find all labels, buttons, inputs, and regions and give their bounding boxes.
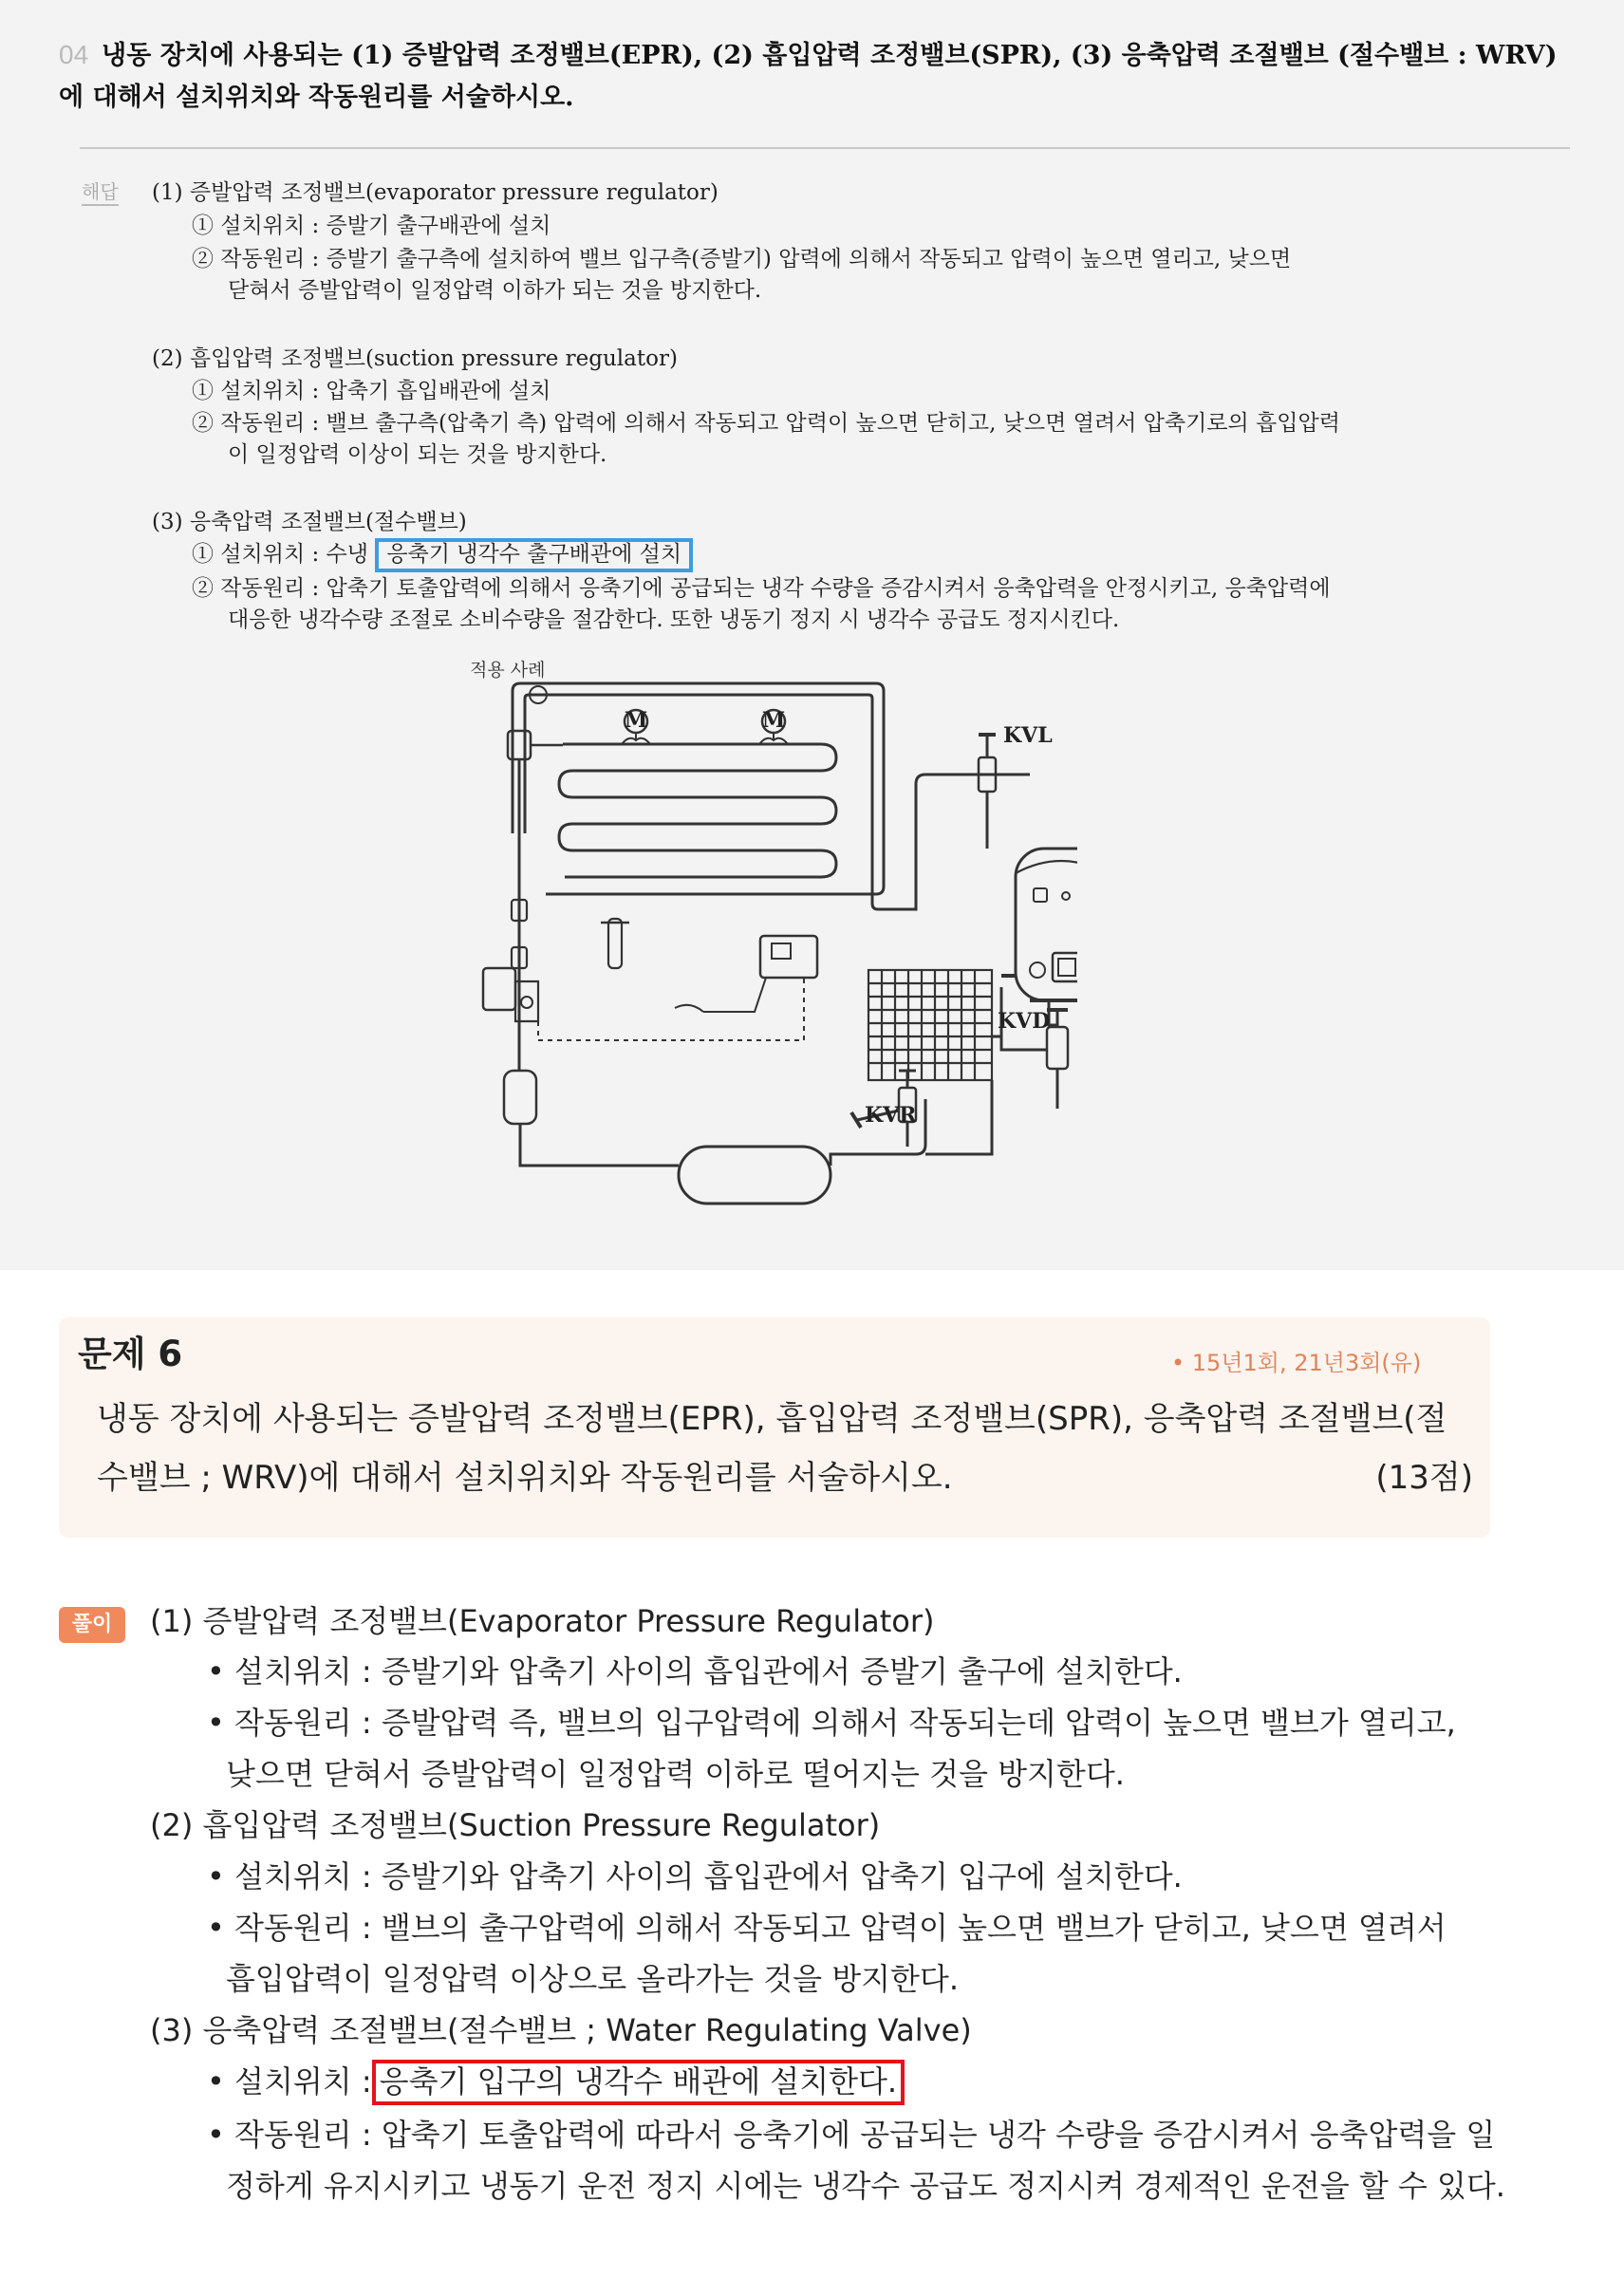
solenoid-valve [483, 968, 538, 1021]
kvd-valve [998, 987, 1068, 1109]
section-1-heading: (1) 증발압력 조정밸브(evaporator pressure regulator) [152, 180, 719, 205]
question-text: 냉동 장치에 사용되는 (1) 증발압력 조정밸브(EPR), (2) 흡입압력 조정밸브(SPR), (3) 응축압력 조절밸브 (절수밸브 : WRV)에 대해서 설치위치와 작동원리를 서술하시오. [59, 41, 1558, 112]
section-2-heading: (2) 흡입압력 조정밸브(suction pressure regulator) [152, 346, 678, 371]
section-3-heading: (3) 응축압력 조절밸브(절수밸브) [152, 510, 467, 534]
control-wiring [538, 978, 804, 1040]
evaporator-coil [559, 744, 836, 877]
question-number: 04 [59, 40, 89, 69]
section-3-install [192, 538, 1568, 570]
solution-3-heading: (3) 응축압력 조절밸브(절수밸브 ; Water Regulating Valve) [150, 2012, 972, 2048]
question-heading [59, 34, 1559, 119]
solution-1-principle-cont: 낮으면 닫혀서 증발압력이 일정압력 이하로 떨어지는 것을 방지한다. [226, 1756, 1125, 1792]
problem-score: (13점) [1375, 1459, 1473, 1497]
kvr-label: KVR [865, 1103, 917, 1128]
solution-1-principle: • 작동원리 : 증발압력 즉, 밸브의 입구압력에 의해서 작동되는데 압력이 높으면 밸브가 열리고, [207, 1705, 1456, 1741]
kvl-label: KVL [1003, 723, 1053, 748]
solution-3-install [207, 2056, 1517, 2107]
solution-3-install-prefix: • 설치위치 : [207, 2063, 372, 2100]
solution-2-heading: (2) 흡입압력 조정밸브(Suction Pressure Regulator) [150, 1807, 881, 1843]
problem-text [97, 1390, 1473, 1507]
divider [80, 147, 1570, 149]
solution-2-principle-cont: 흡입압력이 일정압력 이상으로 올라가는 것을 방지한다. [226, 1961, 960, 1997]
motor-label-2: M [761, 708, 786, 733]
solution-3-principle-cont: 정하게 유지시키고 냉동기 운전 정지 시에는 냉각수 공급도 정지시켜 경제적인 운전을 할 수 있다. [226, 2168, 1505, 2204]
section-2-principle-cont: 이 일정압력 이상이 되는 것을 방지한다. [228, 442, 607, 467]
section-3-install-prefix: ① 설치위치 : 수냉 [192, 542, 368, 567]
solution-3-principle: • 작동원리 : 압축기 토출압력에 따라서 응축기에 공급되는 냉각 수량을 증감시켜서 응축압력을 일 [207, 2117, 1496, 2153]
compressor [1001, 849, 1077, 1000]
condenser-outlet [963, 1080, 992, 1154]
kvr-valve [831, 1071, 963, 1166]
red-highlight-box: 응축기 입구의 냉각수 배관에 설치한다. [372, 2060, 905, 2105]
liquid-drier [504, 1071, 679, 1166]
section-1-principle-cont: 닫혀서 증발압력이 일정압력 이하가 되는 것을 방지한다. [228, 278, 762, 303]
section-1-install: ① 설치위치 : 증발기 출구배관에 설치 [192, 214, 551, 238]
pressure-controller [675, 936, 817, 1012]
problem-label: 문제 6 [78, 1334, 183, 1374]
fan-2 [759, 708, 788, 744]
suction-line [872, 775, 994, 909]
section-3-principle-cont: 대응한 냉각수량 조절로 소비수량을 절감한다. 또한 냉동기 정지 시 냉각수 공급도 정지시킨다. [228, 607, 1120, 632]
solution-badge: 풀이 [59, 1607, 125, 1643]
blue-highlight-box: 응축기 냉각수 출구배관에 설치 [375, 538, 693, 572]
refrigeration-system-diagram [470, 653, 1077, 1226]
solution-1-heading: (1) 증발압력 조정밸브(Evaporator Pressure Regulator) [150, 1603, 935, 1639]
diagram-title: 적용 사례 [470, 660, 546, 681]
thermostat-bulb [601, 919, 629, 968]
solution-1-install: • 설치위치 : 증발기와 압축기 사이의 흡입관에서 증발기 출구에 설치한다. [207, 1653, 1183, 1689]
section-3-principle: ② 작동원리 : 압축기 토출압력에 의해서 응축기에 공급되는 냉각 수량을 증감시켜서 응축압력을 안정시키고, 응축압력에 [192, 576, 1331, 601]
receiver-tank [679, 1147, 831, 1204]
problem-question: 냉동 장치에 사용되는 증발압력 조정밸브(EPR), 흡입압력 조정밸브(SPR), 응축압력 조절밸브(절수밸브 ; WRV)에 대해서 설치위치와 작동원리를 서술하시오. [97, 1400, 1447, 1497]
answer-tag: 해답 [82, 177, 119, 206]
section-2-principle: ② 작동원리 : 밸브 출구측(압축기 측) 압력에 의해서 작동되고 압력이 높으면 닫히고, 낮으면 열려서 압축기로의 흡입압력 [192, 411, 1340, 436]
solution-2-principle: • 작동원리 : 밸브의 출구압력에 의해서 작동되고 압력이 높으면 밸브가 닫히고, 낮으면 열려서 [207, 1910, 1447, 1946]
section-2-install: ① 설치위치 : 압축기 흡입배관에 설치 [192, 379, 551, 403]
solution-2-install: • 설치위치 : 증발기와 압축기 사이의 흡입관에서 압축기 입구에 설치한다. [207, 1858, 1183, 1895]
cold-room-pipe-outer [513, 683, 884, 894]
problem-source: • 15년1회, 21년3회(유) [1171, 1350, 1422, 1376]
expansion-valve [508, 686, 563, 759]
motor-label-1: M [624, 708, 648, 733]
section-1-principle: ② 작동원리 : 증발기 출구측에 설치하여 밸브 입구측(증발기) 압력에 의해서 작동되고 압력이 높으면 열리고, 낮으면 [192, 247, 1292, 271]
fan-1 [622, 708, 650, 744]
condenser-coil [868, 970, 992, 1080]
cold-room-pipe-inner [525, 695, 872, 881]
kvl-valve [979, 723, 1053, 849]
kvd-label: KVD [998, 1009, 1051, 1034]
